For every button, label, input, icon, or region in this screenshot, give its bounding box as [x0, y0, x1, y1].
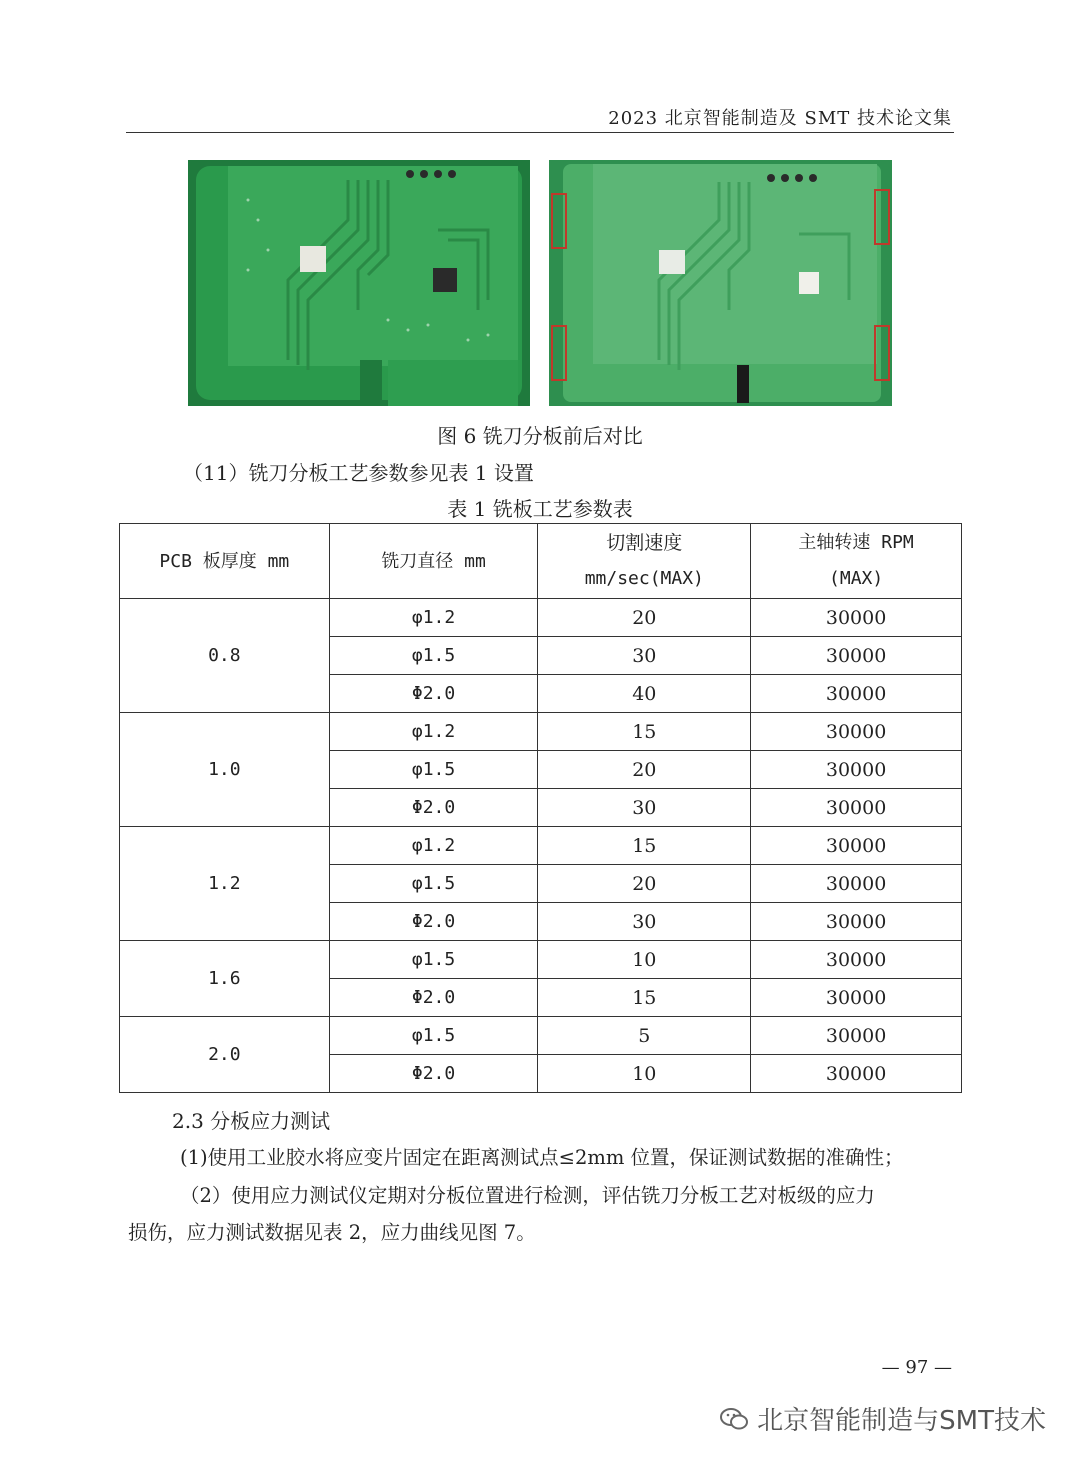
diameter-cell: Φ2.0 — [329, 903, 538, 941]
table-header-row — [120, 524, 962, 599]
paragraph-11: （11）铣刀分板工艺参数参见表 1 设置 — [183, 461, 534, 485]
table-row — [120, 713, 962, 751]
milling-parameter-table — [119, 523, 962, 1093]
speed-cell: 5 — [538, 1017, 751, 1055]
rpm-cell: 30000 — [751, 789, 962, 827]
section-paragraph-2-line-1: （2）使用应力测试仪定期对分板位置进行检测，评估铣刀分板工艺对板级的应力 — [180, 1184, 875, 1207]
rpm-cell: 30000 — [751, 1055, 962, 1093]
header-thickness — [120, 524, 330, 599]
thickness-cell: 1.0 — [120, 713, 330, 827]
speed-cell: 20 — [538, 599, 751, 637]
speed-cell: 20 — [538, 865, 751, 903]
speed-cell: 10 — [538, 1055, 751, 1093]
diameter-cell: φ1.5 — [329, 941, 538, 979]
watermark — [719, 1400, 1046, 1437]
figure-caption: 图 6 铣刀分板前后对比 — [437, 424, 643, 448]
thickness-cell: 1.6 — [120, 941, 330, 1017]
speed-cell: 40 — [538, 675, 751, 713]
header-rpm-label: 主轴转速 RPM — [798, 532, 914, 553]
speed-cell: 15 — [538, 827, 751, 865]
section-title: 2.3 分板应力测试 — [172, 1109, 331, 1133]
rpm-cell: 30000 — [751, 751, 962, 789]
rpm-cell: 30000 — [751, 637, 962, 675]
rpm-cell: 30000 — [751, 713, 962, 751]
table-row — [120, 827, 962, 865]
table-row — [120, 941, 962, 979]
table-caption: 表 1 铣板工艺参数表 — [447, 497, 633, 521]
diameter-cell: φ1.5 — [329, 751, 538, 789]
table-row — [120, 599, 962, 637]
diameter-cell: φ1.5 — [329, 865, 538, 903]
diameter-cell: Φ2.0 — [329, 675, 538, 713]
table-row — [120, 1017, 962, 1055]
rpm-cell: 30000 — [751, 865, 962, 903]
rpm-cell: 30000 — [751, 941, 962, 979]
wechat-icon — [719, 1406, 749, 1432]
thickness-cell: 0.8 — [120, 599, 330, 713]
diameter-cell: φ1.5 — [329, 1017, 538, 1055]
diameter-cell: Φ2.0 — [329, 979, 538, 1017]
diameter-cell: Φ2.0 — [329, 1055, 538, 1093]
rpm-cell: 30000 — [751, 599, 962, 637]
diameter-cell: φ1.2 — [329, 827, 538, 865]
rpm-cell: 30000 — [751, 1017, 962, 1055]
header-thickness-label: PCB 板厚度 mm — [159, 550, 290, 572]
speed-cell: 30 — [538, 637, 751, 675]
pcb-photo-after — [549, 160, 892, 406]
speed-cell: 15 — [538, 713, 751, 751]
speed-cell: 30 — [538, 789, 751, 827]
rpm-cell: 30000 — [751, 827, 962, 865]
rpm-cell: 30000 — [751, 903, 962, 941]
header-rpm-unit: (MAX) — [829, 568, 884, 589]
diameter-cell: Φ2.0 — [329, 789, 538, 827]
header-diameter-label: 铣刀直径 mm — [381, 550, 486, 572]
speed-cell: 10 — [538, 941, 751, 979]
rpm-cell: 30000 — [751, 979, 962, 1017]
page-number: — 97 — — [881, 1357, 952, 1378]
pcb-photo-before — [188, 160, 530, 406]
thickness-cell: 2.0 — [120, 1017, 330, 1093]
diameter-cell: φ1.2 — [329, 713, 538, 751]
speed-cell: 30 — [538, 903, 751, 941]
header-speed — [538, 524, 751, 599]
speed-cell: 20 — [538, 751, 751, 789]
section-paragraph-2-line-2: 损伤，应力测试数据见表 2，应力曲线见图 7。 — [128, 1221, 536, 1244]
diameter-cell: φ1.5 — [329, 637, 538, 675]
header-speed-unit: mm/sec(MAX) — [584, 568, 704, 589]
rpm-cell: 30000 — [751, 675, 962, 713]
diameter-cell: φ1.2 — [329, 599, 538, 637]
thickness-cell: 1.2 — [120, 827, 330, 941]
speed-cell: 15 — [538, 979, 751, 1017]
section-paragraph-1: (1)使用工业胶水将应变片固定在距离测试点≤2mm 位置，保证测试数据的准确性； — [180, 1146, 904, 1169]
header-diameter — [329, 524, 538, 599]
header-speed-label: 切割速度 — [606, 532, 683, 554]
header-rpm — [751, 524, 962, 599]
running-header: 2023 北京智能制造及 SMT 技术论文集 — [608, 108, 952, 129]
header-rule — [126, 132, 954, 133]
watermark-text: 北京智能制造与SMT技术 — [757, 1406, 1046, 1436]
